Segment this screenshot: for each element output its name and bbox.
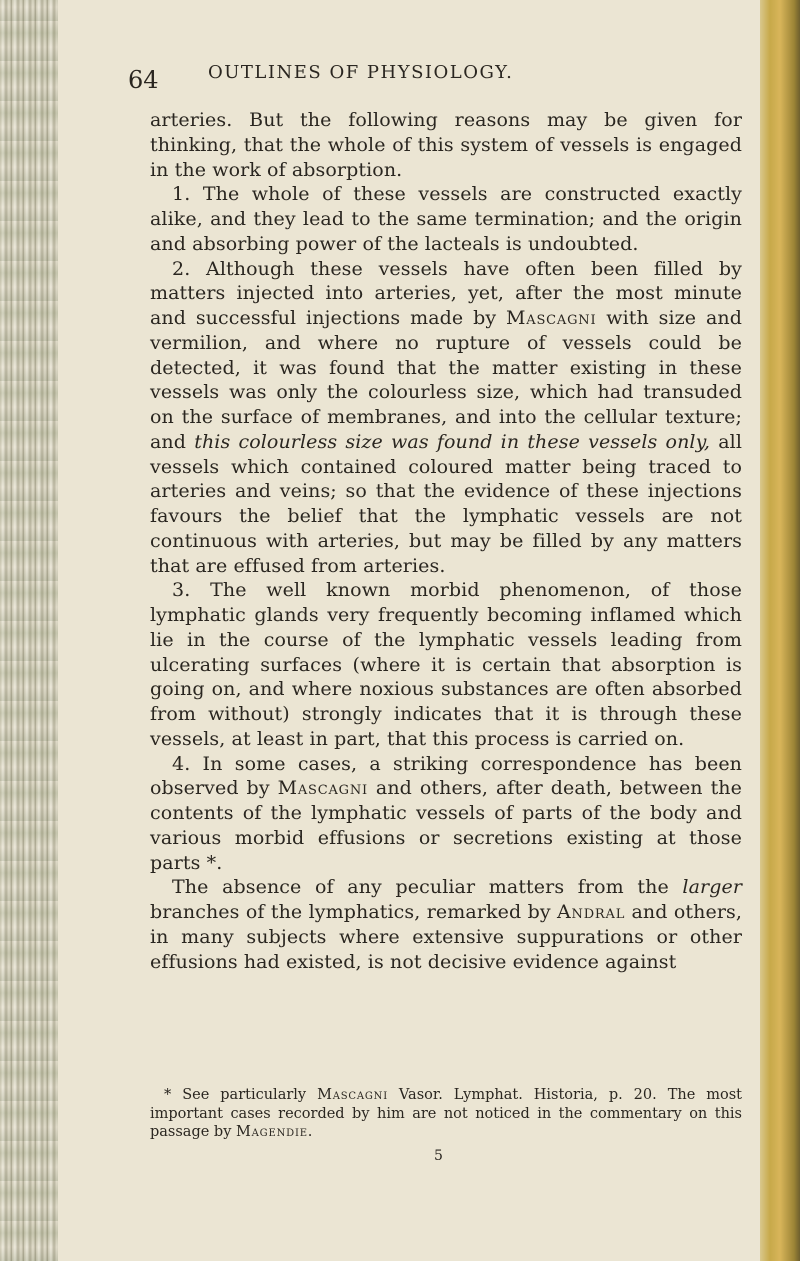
paragraph-5: The absence of any peculiar matters from the larger branches of the lymphatics, remarked by Andral and others, in many subjects where extensive suppurations or other effusions had existed, is not decisive evidence against <box>150 876 743 973</box>
page-header <box>128 56 748 94</box>
footnote: * See particularly Mascagni Vasor. Lymphat. Historia, p. 20. The most important cases recorded by him are not noticed in the commentary on this passage by Magendie. <box>150 1087 743 1140</box>
signature-mark: 5 <box>434 1148 443 1164</box>
paragraph-2: 2. Although these vessels have often been filled by matters injected into arteries, yet, after the most minute and successful injections made by Mascagni with size and vermilion, and where no rupture of vessels could be detected, it was found that the matter existing in these vessels was only the colourless size, which had transuded on the surface of membranes, and into the cellular texture; and this colourless size was found in these vessels only, all vessels which contained coloured matter being traced to arteries and veins; so that the evidence of these injections favours the belief that the lymphatic vessels are not continuous with arteries, but may be filled by any matters that are effused from arteries. <box>150 257 743 577</box>
paragraph-1: 1. The whole of these vessels are constructed exactly alike, and they lead to the same termination; and the origin and absorbing power of the lacteals is undoubted. <box>150 183 742 255</box>
book-binding-left <box>0 0 58 1261</box>
running-title: OUTLINES OF PHYSIOLOGY. <box>208 62 514 83</box>
author-name: Mascagni <box>277 777 368 800</box>
body-text <box>150 108 742 974</box>
paragraph-continuation: arteries. But the following reasons may be given for thinking, that the whole of this system of vessels is engaged in the work of absorption. <box>150 109 742 181</box>
book-edge-right <box>760 0 800 1261</box>
author-name: Mascagni <box>317 1087 388 1103</box>
author-name: Mascagni <box>506 307 597 329</box>
paragraph-4: 4. In some cases, a striking correspondence has been observed by Mascagni and others, after death, between the contents of the lymphatic vessels of parts of the body and various morbid effusions or secretions existing at those parts *. <box>150 752 742 874</box>
author-name: Andral <box>557 901 626 923</box>
paragraph-3: 3. The well known morbid phenomenon, of those lymphatic glands very frequently becoming inflamed which lie in the course of the lymphatic vessels leading from ulcerating surfaces (where it is certain that absorption is going on, and where noxious substances are often absorbed from without) strongly indicates that it is through these vessels, at least in part, that this process is carried on. <box>150 579 742 750</box>
emphasis: larger <box>682 876 742 899</box>
author-name: Magendie <box>236 1124 308 1140</box>
page-number: 64 <box>128 66 159 94</box>
emphasis: this colourless size was found in these vessels only, <box>194 430 711 453</box>
